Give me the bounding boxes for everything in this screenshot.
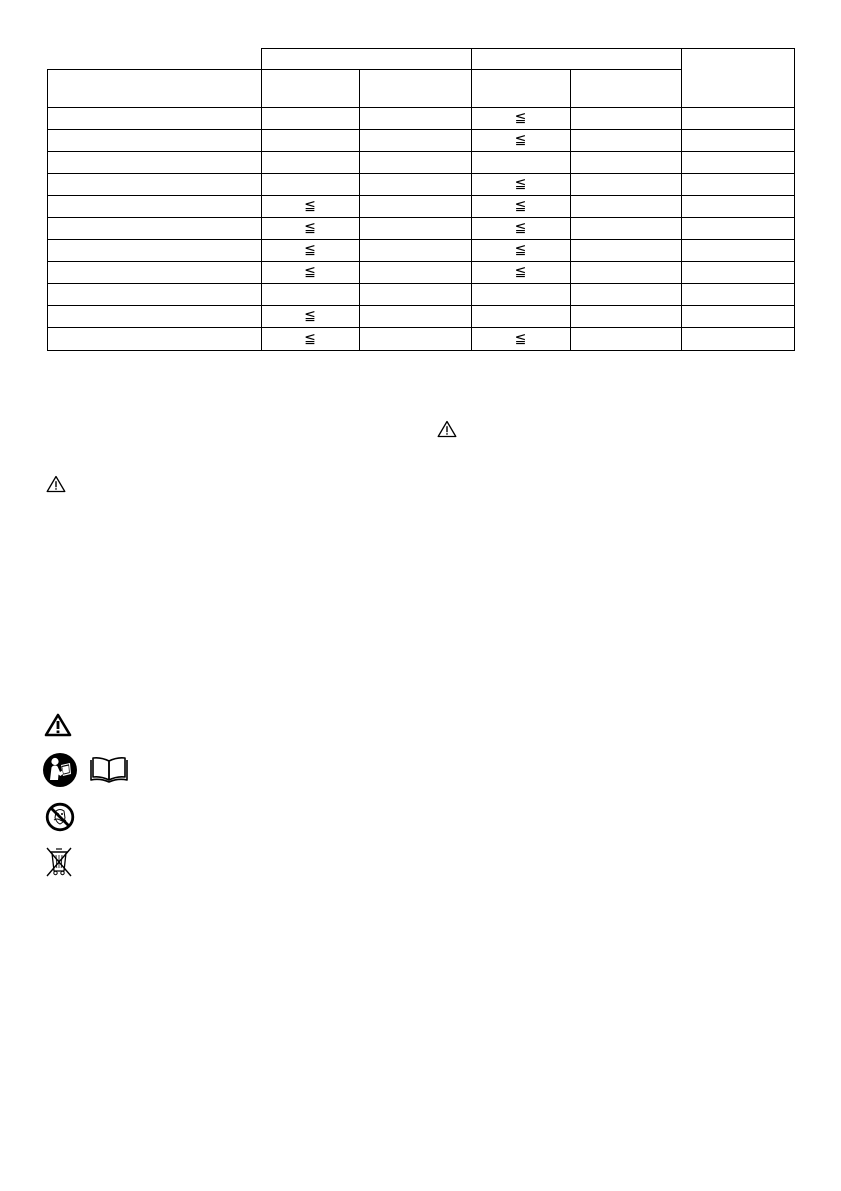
table-left-border [47,69,48,351]
table-cell: ≦ [514,110,527,126]
warning-triangle-icon [437,420,457,438]
crossed-out-wheelie-bin-icon [45,845,73,877]
table-cell: ≦ [514,264,527,280]
table-cell: ≦ [304,308,316,324]
table-cell: ≦ [514,176,527,192]
warning-triangle-icon [44,713,72,737]
table-cell: ≦ [304,220,316,236]
table-group-divider [47,69,681,70]
table-cell: ≦ [304,242,316,258]
table-cell: ≦ [304,264,316,280]
table-header-bottom [47,107,795,108]
prohibition-icon [45,802,75,832]
table-right-border [794,48,795,351]
table-cell: ≦ [514,242,527,258]
table-bottom-border [47,350,795,351]
warning-triangle-icon [46,475,66,493]
table-top-border [261,48,795,49]
table-cell: ≦ [514,220,527,236]
read-manual-person-icon [42,752,78,788]
open-book-icon [89,756,129,784]
table-cell: ≦ [304,198,316,214]
table-cell: ≦ [514,330,527,347]
table-cell: ≦ [514,132,527,148]
table-cell: ≦ [514,198,527,214]
table-cell: ≦ [304,330,316,347]
spec-table [47,48,795,351]
